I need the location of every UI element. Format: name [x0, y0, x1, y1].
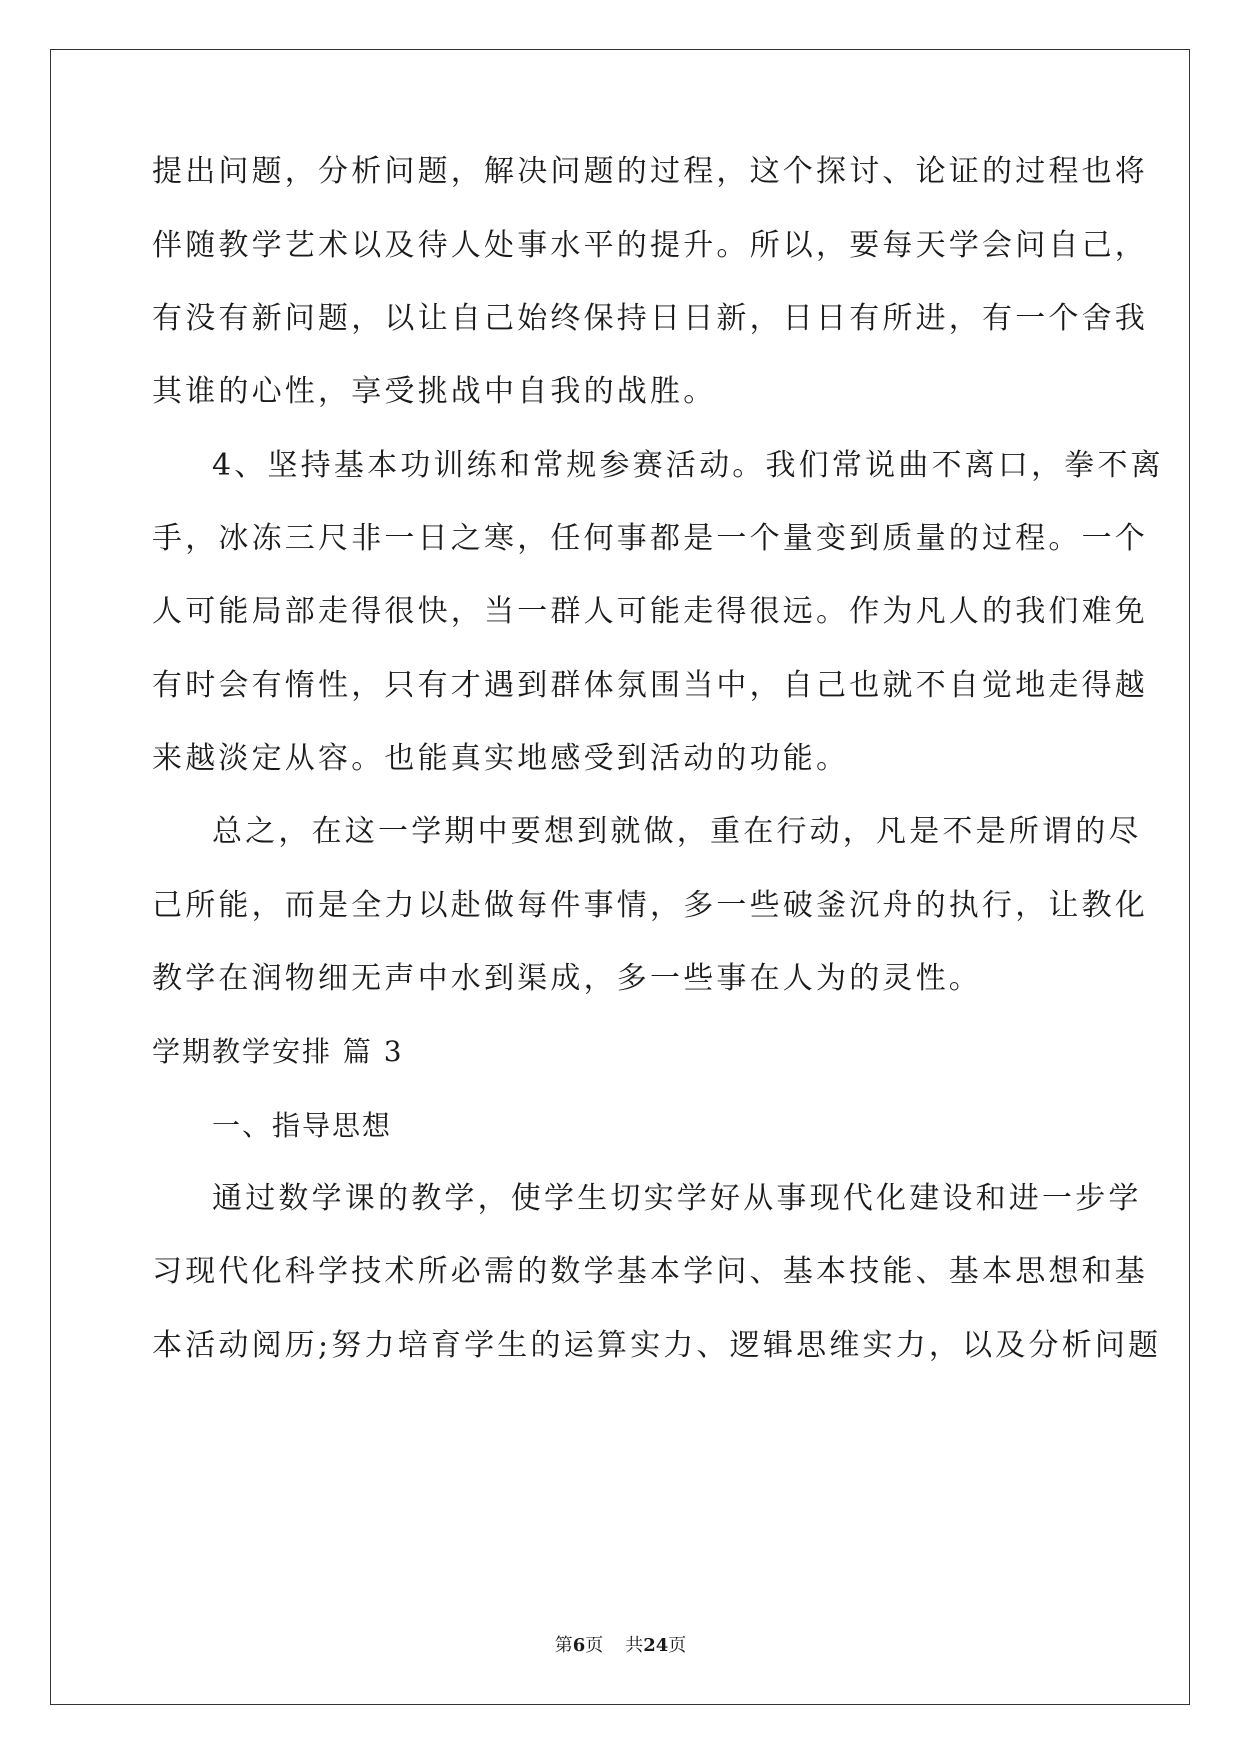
page-footer: [0, 1634, 1241, 1658]
text-line: 习现代化科学技术所必需的数学基本学问、基本技能、基本思想和基: [152, 1254, 1148, 1289]
text-line: 4、坚持基本功训练和常规参赛活动。我们常说曲不离口，拳不离: [212, 448, 1164, 483]
text-line: 来越淡定从容。也能真实地感受到活动的功能。: [152, 741, 850, 776]
text-line: 有没有新问题，以让自己始终保持日日新，日日有所进，有一个舍我: [152, 301, 1148, 336]
text-line: 教学在润物细无声中水到渠成，多一些事在人为的灵性。: [152, 961, 982, 996]
text-line: 伴随教学艺术以及待人处事水平的提升。所以，要每天学会问自己，: [152, 228, 1148, 263]
text-line: 总之，在这一学期中要想到就做，重在行动，凡是不是所谓的尽: [212, 814, 1142, 849]
page-prefix: 第: [554, 1635, 573, 1656]
text-line: 己所能，而是全力以赴做每件事情，多一些破釜沉舟的执行，让教化: [152, 888, 1148, 923]
text-line: 本活动阅历;努力培育学生的运算实力、逻辑思维实力，以及分析问题: [152, 1328, 1162, 1363]
page-unit: 页: [585, 1635, 604, 1656]
total-page-number: 24: [643, 1635, 669, 1656]
text-line: 其谁的心性，享受挑战中自我的战胜。: [152, 374, 717, 409]
subsection-heading: 一、指导思想: [212, 1109, 393, 1142]
text-line: 提出问题，分析问题，解决问题的过程，这个探讨、论证的过程也将: [152, 154, 1148, 189]
text-line: 通过数学课的教学，使学生切实学好从事现代化建设和进一步学: [212, 1181, 1142, 1216]
total-prefix: 共: [625, 1635, 644, 1656]
text-line: 有时会有惰性，只有才遇到群体氛围当中，自己也就不自觉地走得越: [152, 668, 1148, 703]
current-page-number: 6: [572, 1635, 586, 1656]
text-line: 人可能局部走得很快，当一群人可能走得很远。作为凡人的我们难免: [152, 594, 1148, 629]
page-border: [50, 49, 1190, 1705]
total-unit: 页: [668, 1635, 687, 1656]
section-heading: 学期教学安排 篇 3: [152, 1035, 404, 1068]
text-line: 手，冰冻三尺非一日之寒，任何事都是一个量变到质量的过程。一个: [152, 521, 1148, 556]
